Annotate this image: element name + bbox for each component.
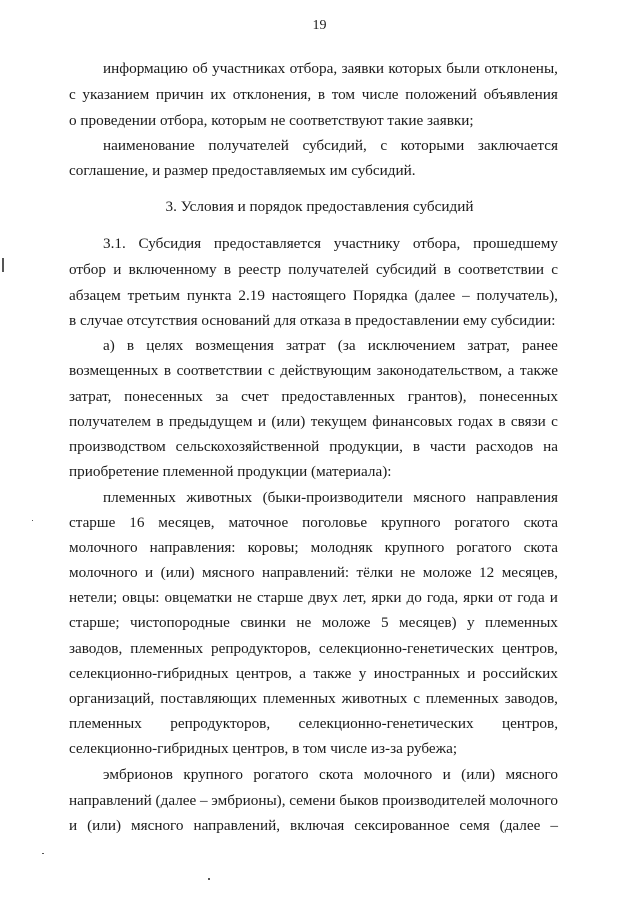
text-line: наименование получателей субсидий, с которыми заключается	[103, 137, 558, 154]
text-line: отбор и включенному в реестр получателей субсидий в соответствии с	[69, 261, 558, 278]
text-line: получателем в предыдущем и (или) текущем финансовых годах в связи с	[69, 413, 558, 430]
text-line: а) в целях возмещения затрат (за исключением затрат, ранее	[103, 337, 558, 354]
text-line: молочного направления: коровы; молодняк крупного рогатого скота	[69, 539, 558, 556]
text-line: направлений (далее – эмбрионы), семени быков производителей молочного	[69, 792, 558, 809]
text-line: соглашение, и размер предоставляемых им субсидий.	[69, 162, 416, 179]
scan-mark	[42, 853, 44, 854]
text-line: организаций, поставляющих племенных животных с племенных заводов,	[69, 690, 558, 707]
text-line: селекционно-гибридных центров, а также у иностранных и российских	[69, 665, 558, 682]
text-line: затрат, понесенных за счет предоставленных грантов), понесенных	[69, 388, 558, 405]
text-line: заводов, племенных репродукторов, селекционно-генетических центров,	[69, 640, 558, 657]
text-line: о проведении отбора, которым не соответствуют такие заявки;	[69, 112, 474, 129]
text-line: племенных животных (быки-производители мясного направления	[103, 489, 558, 506]
text-line: нетели; овцы: овцематки не старше двух лет, ярки до года, ярки от года и	[69, 589, 558, 606]
page-number: 19	[312, 18, 327, 33]
text-line: эмбрионов крупного рогатого скота молочного и (или) мясного	[103, 766, 558, 783]
text-line: приобретение племенной продукции (материала):	[69, 463, 392, 480]
text-line: производством сельскохозяйственной продукции, в части расходов на	[69, 438, 558, 455]
text-line: в случае отсутствия оснований для отказа в предоставлении ему субсидии:	[69, 312, 556, 329]
scan-mark	[2, 258, 4, 272]
text-line: 3.1. Субсидия предоставляется участнику отбора, прошедшему	[103, 235, 558, 252]
text-line: молочного и (или) мясного направлений: тёлки не моложе 12 месяцев,	[69, 564, 558, 581]
text-line: возмещенных в соответствии с действующим законодательством, а также	[69, 362, 558, 379]
text-line: абзацем третьим пункта 2.19 настоящего Порядка (далее – получатель),	[69, 287, 558, 304]
text-line: информацию об участниках отбора, заявки которых были отклонены,	[103, 60, 558, 77]
text-line: с указанием причин их отклонения, в том числе положений объявления	[69, 86, 558, 103]
text-line: старше; чистопородные свинки не моложе 5 месяцев) у племенных	[69, 614, 558, 631]
text-line: и (или) мясного направлений, включая сексированное семя (далее –	[69, 817, 558, 834]
scan-mark	[32, 520, 33, 521]
text-line: старше 16 месяцев, маточное поголовье крупного рогатого скота	[69, 514, 558, 531]
scan-mark	[208, 878, 210, 880]
text-line: племенных репродукторов, селекционно-генетических центров,	[69, 715, 558, 732]
text-line: селекционно-гибридных центров, в том числе из-за рубежа;	[69, 740, 458, 757]
section-heading: 3. Условия и порядок предоставления субсидий	[165, 198, 474, 215]
